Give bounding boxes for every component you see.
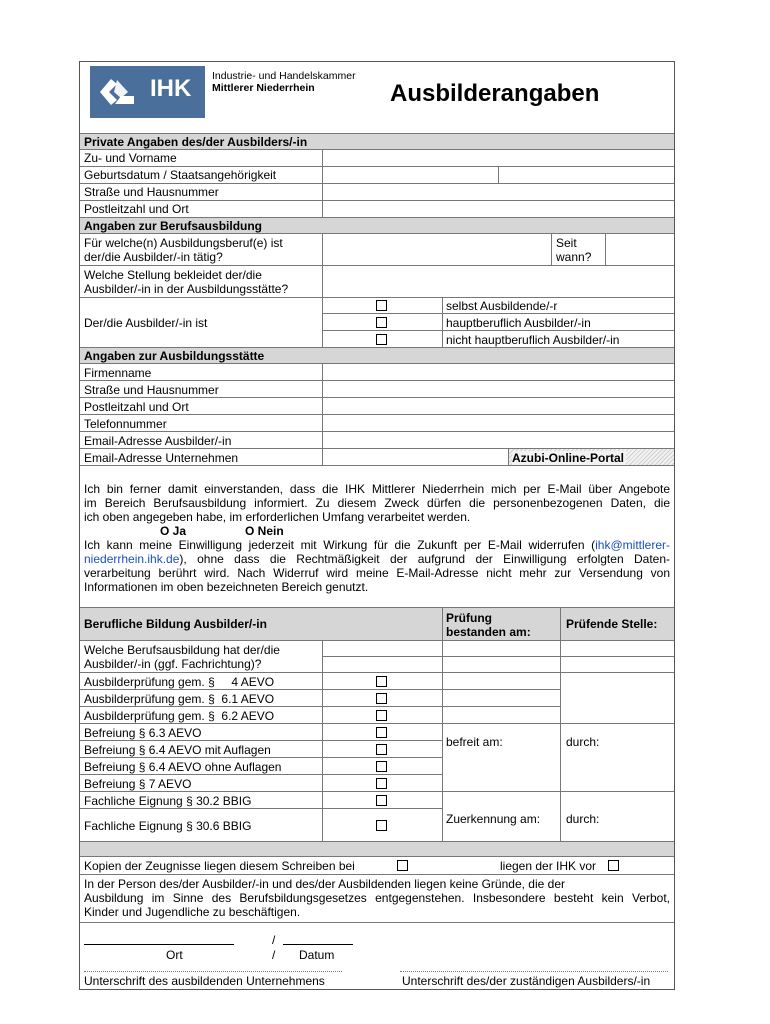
label-place: Ort <box>166 948 183 962</box>
checkbox-befreiung-7[interactable] <box>376 778 387 789</box>
label-copies-at-ihk: liegen der IHK vor <box>500 859 597 873</box>
label-email-company: Email-Adresse Unternehmen <box>84 451 239 465</box>
page-title: Ausbilderangaben <box>390 80 600 107</box>
label-phone: Telefonnummer <box>84 417 167 431</box>
checkbox-copies-at-ihk[interactable] <box>608 860 619 871</box>
option-yes[interactable]: O Ja <box>160 524 187 538</box>
checkbox-befreiung-6-4-mit[interactable] <box>376 744 387 755</box>
consent-line-1: Ich bin ferner damit einverstanden, dass die IHK Mittlerer Niederrhein mich per E-Mail über Angebote <box>84 482 670 496</box>
checkbox-parttime-trainer[interactable] <box>376 334 387 345</box>
label-recognition-on: Zuerkennung am: <box>446 812 541 826</box>
slash-2: / <box>272 948 276 962</box>
label-exempt-on: befreit am: <box>446 735 503 749</box>
section-training-heading: Angaben zur Berufsausbildung <box>84 219 263 233</box>
row-befreiung-6-3: Befreiung § 6.3 AEVO <box>84 726 202 740</box>
email-link-part1[interactable]: ihk@mittlerer- <box>595 538 670 552</box>
label-job-q2: der/die Ausbilder/-in tätig? <box>84 250 223 264</box>
row-eignung-30-6: Fachliche Eignung § 30.6 BBIG <box>84 819 252 833</box>
declaration-line-3: Kinder und Jugendliche zu beschäftigen. <box>84 905 301 919</box>
checkbox-befreiung-6-3[interactable] <box>376 727 387 738</box>
field-site-zip[interactable] <box>323 398 673 414</box>
label-trainer-is: Der/die Ausbilder/-in ist <box>84 316 208 330</box>
email-link-part2[interactable]: niederrhein.ihk.de <box>84 552 180 566</box>
field-date[interactable] <box>283 928 353 944</box>
ausbilderangaben-form <box>79 61 675 990</box>
label-edu-q1: Welche Berufsausbildung hat der/die <box>84 643 280 657</box>
label-edu-q2: Ausbilder/-in (ggf. Fachrichtung)? <box>84 657 262 671</box>
consent-line-3: ich oben angegeben habe, im erforderlichen Umfang verarbeitet werden. <box>84 510 471 524</box>
field-place[interactable] <box>84 928 234 944</box>
row-eignung-30-2: Fachliche Eignung § 30.2 BBIG <box>84 794 252 808</box>
section-site-heading: Angaben zur Ausbildungsstätte <box>84 349 265 363</box>
label-name: Zu- und Vorname <box>84 151 177 165</box>
field-nationality[interactable] <box>499 167 673 183</box>
label-site-street: Straße und Hausnummer <box>84 383 219 397</box>
label-date: Datum <box>299 948 335 962</box>
option-parttime-trainer: nicht hauptberuflich Ausbilder/-in <box>446 333 620 347</box>
section-private-heading: Private Angaben des/der Ausbilders/-in <box>84 135 308 149</box>
field-email-company[interactable] <box>323 449 508 465</box>
field-signature-trainer[interactable] <box>400 955 668 971</box>
field-email-trainer[interactable] <box>323 432 673 448</box>
logo-abbr: IHK <box>150 75 192 102</box>
field-company[interactable] <box>323 364 673 380</box>
field-since[interactable] <box>606 234 673 265</box>
checkbox-fulltime-trainer[interactable] <box>376 317 387 328</box>
field-phone[interactable] <box>323 415 673 431</box>
consent-line-2: im Bereich Berufsausbildung informiert. Zu diesem Zweck dürfen die personenbezogenen Daten, die <box>84 496 670 510</box>
label-zip: Postleitzahl und Ort <box>84 202 189 216</box>
consent-revoke-line-3: verarbeitung berührt wird. Nach Widerruf wird meine E-Mail-Adresse nicht mehr zur Versendung von <box>84 566 670 580</box>
checkbox-aevo-6-1[interactable] <box>376 693 387 704</box>
row-befreiung-6-4-mit: Befreiung § 6.4 AEVO mit Auflagen <box>84 743 271 757</box>
consent-revoke-line-4: Informationen im oben bezeichneten Bereich genutzt. <box>84 580 369 594</box>
ihk-logo-mark-icon <box>90 66 148 118</box>
declaration-line-2: Ausbildung im Sinne des Berufsbildungsgesetzes entgegenstehen. Insbesondere besteht kein Verbot, <box>84 891 670 905</box>
field-name[interactable] <box>323 150 673 166</box>
field-position[interactable] <box>323 266 673 297</box>
field-job[interactable] <box>323 234 551 265</box>
header-exam-2: bestanden am: <box>446 625 531 639</box>
checkbox-eignung-30-6[interactable] <box>376 820 387 831</box>
row-befreiung-7: Befreiung § 7 AEVO <box>84 777 192 791</box>
header-exam-1: Prüfung <box>446 611 492 625</box>
checkbox-eignung-30-2[interactable] <box>376 795 387 806</box>
checkbox-aevo-6-2[interactable] <box>376 710 387 721</box>
label-email-trainer: Email-Adresse Ausbilder/-in <box>84 434 232 448</box>
consent-revoke-line-2: niederrhein.ihk.de), ohne dass die Rechtmäßigkeit der aufgrund der Einwilligung erfolgten Daten- <box>84 552 670 566</box>
declaration-line-1: In der Person des/der Ausbilder/-in und des/der Ausbildenden liegen keine Gründe, die der <box>84 877 565 891</box>
org-name-line2: Mittlerer Niederrhein <box>212 82 315 94</box>
label-exempt-by: durch: <box>566 735 600 749</box>
label-job-q1: Für welche(n) Ausbildungsberuf(e) ist <box>84 236 283 250</box>
checkbox-self-trainer[interactable] <box>376 300 387 311</box>
option-fulltime-trainer: hauptberuflich Ausbilder/-in <box>446 316 591 330</box>
consent-revoke-line-1: Ich kann meine Einwilligung jederzeit mit Wirkung für die Zukunft per E-Mail widerrufen (ihk@mittlerer- <box>84 538 670 552</box>
label-since-2: wann? <box>556 250 592 264</box>
spacer-gray-bar <box>80 842 674 856</box>
label-position-q2: Ausbilder/-in in der Ausbildungsstätte? <box>84 282 289 296</box>
label-portal: Azubi-Online-Portal <box>512 451 624 465</box>
label-recognition-by: durch: <box>566 812 600 826</box>
label-position-q1: Welche Stellung bekleidet der/die <box>84 268 262 282</box>
field-site-street[interactable] <box>323 381 673 397</box>
ihk-logo <box>90 66 205 118</box>
header-examiner: Prüfende Stelle: <box>566 617 658 631</box>
field-signature-company[interactable] <box>84 955 342 971</box>
label-copies-attached: Kopien der Zeugnisse liegen diesem Schreiben bei <box>84 859 355 873</box>
row-aevo-6-1: Ausbilderprüfung gem. § 6.1 AEVO <box>84 692 275 706</box>
option-self-trainer: selbst Ausbildende/-r <box>446 299 558 313</box>
checkbox-aevo-4[interactable] <box>376 676 387 687</box>
row-befreiung-6-4-ohne: Befreiung § 6.4 AEVO ohne Auflagen <box>84 760 282 774</box>
section-education-heading: Berufliche Bildung Ausbilder/-in <box>84 617 267 631</box>
label-company: Firmenname <box>84 366 152 380</box>
label-birth: Geburtsdatum / Staatsangehörigkeit <box>84 168 277 182</box>
option-no[interactable]: O Nein <box>245 524 284 538</box>
label-street: Straße und Hausnummer <box>84 185 219 199</box>
label-site-zip: Postleitzahl und Ort <box>84 400 189 414</box>
label-signature-trainer: Unterschrift des/der zuständigen Ausbilders/-in <box>402 974 651 988</box>
field-zip-city[interactable] <box>323 201 673 217</box>
field-street[interactable] <box>323 184 673 200</box>
checkbox-copies-attached[interactable] <box>397 860 408 871</box>
checkbox-befreiung-6-4-ohne[interactable] <box>376 761 387 772</box>
row-aevo-4: Ausbilderprüfung gem. § 4 AEVO <box>84 675 275 689</box>
org-name-line1: Industrie- und Handelskammer <box>212 70 356 82</box>
field-vocational-training[interactable] <box>323 641 442 672</box>
label-signature-company: Unterschrift des ausbildenden Unternehmens <box>84 974 325 988</box>
field-birthdate[interactable] <box>323 167 498 183</box>
row-aevo-6-2: Ausbilderprüfung gem. § 6.2 AEVO <box>84 709 275 723</box>
label-since-1: Seit <box>556 236 577 250</box>
slash-1: / <box>272 933 276 947</box>
